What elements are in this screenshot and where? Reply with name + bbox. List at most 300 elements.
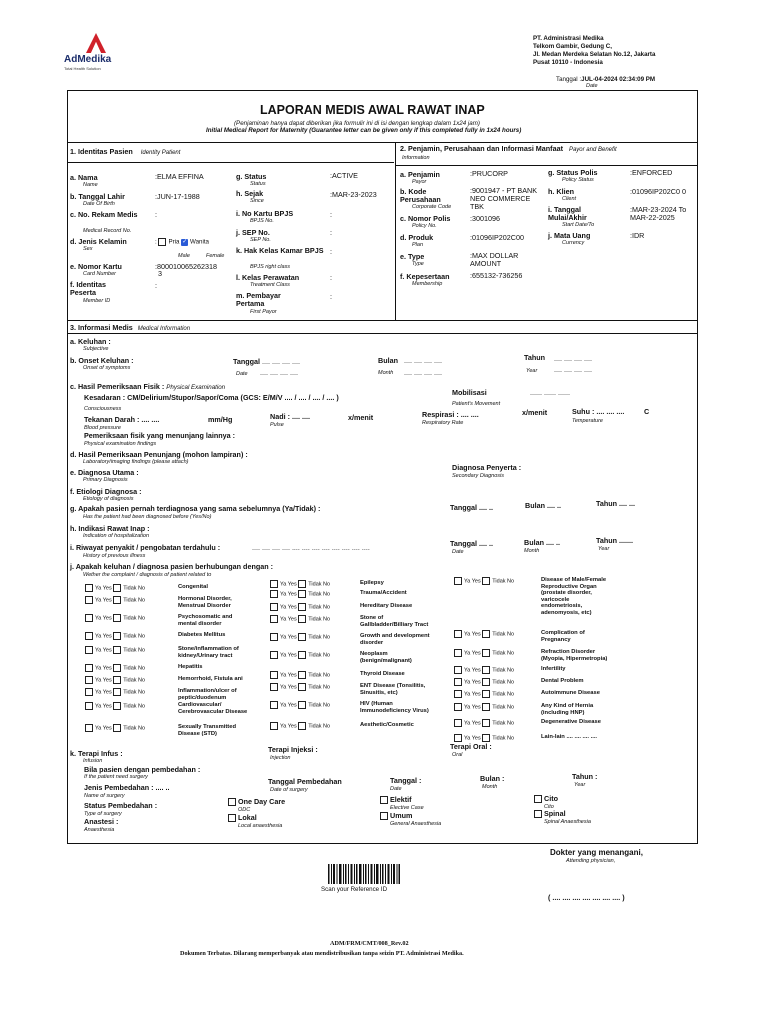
riwayat-date: Date <box>452 549 464 555</box>
barcode-graphic <box>328 864 400 884</box>
checkbox-ya[interactable] <box>454 666 462 674</box>
suhu-unit: C <box>644 407 650 416</box>
indikasi-label: h. Indikasi Rawat Inap : <box>70 524 150 533</box>
pernah-label: g. Apakah pasien pernah terdiagnosa yang sama sebelumnya (Ya/Tidak) : <box>70 504 321 513</box>
ya-label: Ya Yes <box>280 652 297 659</box>
penjamin-label: a. Penjamin <box>400 170 440 179</box>
kartu-label: e. Nomor Kartu <box>70 262 122 271</box>
checkbox-tidak[interactable] <box>482 734 490 742</box>
checkbox-tidak[interactable] <box>113 646 121 654</box>
company-address-1: Telkom Gambir, Gedung C, <box>533 43 612 50</box>
tidak-label: Tidak No <box>492 691 515 698</box>
checkbox-tidak[interactable] <box>482 649 490 657</box>
tekanan-unit: mm/Hg <box>208 415 233 424</box>
umum-sub: General Anaesthesia <box>390 821 442 827</box>
checkbox-wanita-checked[interactable]: ✓ <box>182 238 188 245</box>
condition-answer <box>85 688 145 696</box>
checkbox-ya[interactable] <box>454 719 462 727</box>
condition-answer <box>454 577 514 585</box>
onset-month-dots: .... .... .... .... <box>404 368 442 377</box>
checkbox-tidak[interactable] <box>298 603 306 611</box>
condition-answer <box>270 651 330 659</box>
footer-code: ADM/FRM/CMT/008_Rev.02 <box>330 940 409 947</box>
tidak-label: Tidak No <box>123 725 146 732</box>
penyerta-label: Diagnosa Penyerta : <box>452 463 522 472</box>
condition-label: Stone of Gallbladder/Billiary Tract <box>360 615 429 628</box>
condition-answer <box>454 666 514 674</box>
form-subtitle-2: Initial Medical Report for Maternity (Guarantee letter can be given only if this completed fully in 1x24 hours) <box>206 127 522 134</box>
condition-answer <box>85 676 145 684</box>
nama-label: a. Nama <box>70 173 98 182</box>
condition-label: Thyroid Disease <box>360 671 405 677</box>
condition-answer <box>454 649 514 657</box>
klien-label: h. Klien <box>548 187 574 196</box>
condition-answer <box>85 724 145 732</box>
mata-uang-label: j. Mata Uang <box>548 231 591 240</box>
doctor-sub: Attending physician, <box>566 858 616 864</box>
tidak-label: Tidak No <box>308 604 331 611</box>
report-date: Tanggal :JUL-04-2024 02:34:09 PM <box>556 76 656 83</box>
company-name: PT. Administrasi Medika <box>533 35 604 42</box>
onset-bulan: Bulan <box>378 356 398 365</box>
condition-answer <box>270 671 330 679</box>
ya-label: Ya Yes <box>95 689 112 696</box>
checkbox-ya[interactable] <box>270 701 278 709</box>
condition-label: Cardiovascular/ Cerebrovascular Disease <box>178 702 248 715</box>
bpjs-sub: BPJS No. <box>250 218 274 224</box>
doctor-signature: ( .... .... .... .... .... .... .... ) <box>548 893 625 902</box>
tgl-bedah-label: Tanggal Pembedahan <box>268 777 342 786</box>
condition-answer <box>85 702 145 710</box>
checkbox-ya[interactable] <box>85 614 93 622</box>
bedah-year: Year <box>574 782 586 788</box>
checkbox-tidak[interactable] <box>298 683 306 691</box>
anestesi-label: Anastesi : <box>84 817 119 826</box>
checkbox-cito[interactable] <box>534 795 542 803</box>
tidak-label: Tidak No <box>123 615 146 622</box>
ya-label: Ya Yes <box>280 591 297 598</box>
onset-tanggal: Tanggal .... .... .... .... <box>233 357 300 366</box>
checkbox-tidak[interactable] <box>298 590 306 598</box>
sejak-value: :MAR-23-2023 <box>330 190 377 199</box>
divider <box>395 142 396 320</box>
checkbox-odc[interactable] <box>228 798 236 806</box>
kesadaran-sub: Consciousness <box>84 406 122 412</box>
tidak-label: Tidak No <box>123 585 146 592</box>
tgl-lahir-label: b. Tanggal Lahir <box>70 192 125 201</box>
tidak-label: Tidak No <box>123 633 146 640</box>
condition-label: ENT Disease (Tonsilitis, Sinusitis, etc) <box>360 683 426 696</box>
status-bedah-sub: Type of surgery <box>84 811 122 817</box>
tidak-label: Tidak No <box>123 703 146 710</box>
status-polis-sub: Policy Status <box>562 177 594 183</box>
pernah-tanggal: Tanggal .... .. <box>450 503 493 512</box>
pernah-sub: Has the patient had been diagnosed before (Yes/No) <box>83 514 212 520</box>
checkbox-ya[interactable] <box>270 683 278 691</box>
admedika-logo-icon <box>84 32 108 54</box>
condition-answer <box>270 603 330 611</box>
condition-answer <box>270 615 330 623</box>
checkbox-ya[interactable] <box>454 630 462 638</box>
condition-label: Trauma/Accident <box>360 590 407 596</box>
status-bedah-label: Status Pembedahan : <box>84 801 158 810</box>
company-logo <box>58 32 138 78</box>
section1-title: 1. Identitas Pasien Identity Patient <box>70 147 181 156</box>
mobilisasi-dots: ...... ...... ...... <box>530 388 570 397</box>
tidak-label: Tidak No <box>492 631 515 638</box>
kode-sub: Corporate Code <box>412 204 452 210</box>
jenis-sub: Name of surgery <box>84 793 125 799</box>
checkbox-ya[interactable] <box>85 688 93 696</box>
divider <box>67 320 698 321</box>
polis-sub: Policy No. <box>412 223 437 229</box>
ya-label: Ya Yes <box>95 665 112 672</box>
checkbox-tidak[interactable] <box>482 678 490 686</box>
kelas-label: l. Kelas Perawatan <box>236 273 300 282</box>
checkbox-ya[interactable] <box>270 615 278 623</box>
elektif-sub: Elective Case <box>390 805 424 811</box>
lokal-sub: Local anaesthesia <box>238 823 283 829</box>
type-value: :MAX DOLLAR AMOUNT <box>470 251 519 268</box>
checkbox-tidak[interactable] <box>113 664 121 672</box>
checkbox-ya[interactable] <box>454 577 462 585</box>
diagnosa-label: e. Diagnosa Utama : <box>70 468 139 477</box>
ya-label: Ya Yes <box>95 677 112 684</box>
checkbox-tidak[interactable] <box>113 596 121 604</box>
kelamin-male: Male <box>178 253 190 259</box>
ya-label: Ya Yes <box>95 597 112 604</box>
condition-answer <box>454 719 514 727</box>
etiologi-sub: Etiology of diagnosis <box>83 496 134 502</box>
checkbox-ya[interactable] <box>454 649 462 657</box>
tidak-label: Tidak No <box>123 597 146 604</box>
divider <box>67 162 394 163</box>
indikasi-sub: Indication of hospitalization <box>83 533 150 539</box>
sep-label: j. SEP No. <box>236 228 270 237</box>
bpjs-value: : <box>330 210 332 219</box>
injeksi-sub: Injection <box>270 755 291 761</box>
checkbox-lokal[interactable] <box>228 814 236 822</box>
penyerta-sub: Secondary Diagnosis <box>452 473 504 479</box>
suhu-label: Suhu : .... .... .... <box>572 407 625 416</box>
status-value: :ACTIVE <box>330 171 358 180</box>
checkbox-ya[interactable] <box>85 664 93 672</box>
bedah-month: Month <box>482 784 498 790</box>
tidak-label: Tidak No <box>308 581 331 588</box>
condition-answer <box>270 683 330 691</box>
nadi-sub: Pulse <box>270 422 284 428</box>
kelamin-sub: Sex <box>83 246 93 252</box>
tidak-label: Tidak No <box>492 667 515 674</box>
ya-label: Ya Yes <box>464 650 481 657</box>
condition-answer <box>270 633 330 641</box>
jenis-label: Jenis Pembedahan : .... .. <box>84 783 170 792</box>
status-sub: Status <box>250 181 266 187</box>
elektif-option[interactable]: Elektif <box>380 796 412 804</box>
checkbox-tidak[interactable] <box>298 615 306 623</box>
sejak-label: h. Sejak <box>236 189 264 198</box>
checkbox-tidak[interactable] <box>298 633 306 641</box>
condition-label: Hemorrhoid, Fistula ani <box>178 676 243 682</box>
pembayar-sub: First Payor <box>250 309 277 315</box>
tekanan-sub: Blood pressure <box>84 425 121 431</box>
tgl-lahir-sub: Date Of Birth <box>83 201 115 207</box>
kepesertaan-value: :655132-736256 <box>470 271 523 280</box>
pembedahan-sub: If the patient need surgery <box>84 774 148 780</box>
ya-label: Ya Yes <box>95 703 112 710</box>
tidak-label: Tidak No <box>308 591 331 598</box>
tidak-label: Tidak No <box>492 720 515 727</box>
riwayat-dots: .... .... .... .... .... .... .... .... .... .... .... .... <box>252 543 370 552</box>
klien-value: :01096IP202C0 0 <box>630 187 686 196</box>
company-address-3: Pusat 10110 - Indonesia <box>533 59 603 66</box>
diagnosa-sub: Primary Diagnosis <box>83 477 128 483</box>
bedah-bulan: Bulan : <box>480 774 505 783</box>
checkbox-tidak[interactable] <box>298 722 306 730</box>
form-frame <box>67 90 698 844</box>
kode-label: b. Kode Perusahaan <box>400 187 441 204</box>
condition-label: HIV (Human Immunodeficiency Virus) <box>360 701 429 714</box>
fisik-penunjang-sub: Physical examination findings <box>84 441 157 447</box>
riwayat-tanggal: Tanggal .... .. <box>450 539 493 548</box>
checkbox-ya[interactable] <box>270 671 278 679</box>
kepesertaan-label: f. Kepesertaan <box>400 272 450 281</box>
condition-answer <box>270 722 330 730</box>
odc-option[interactable]: One Day Care <box>228 798 285 806</box>
fisik-penunjang-label: Pemeriksaan fisik yang menunjang lainnya : <box>84 431 235 440</box>
tgl-mulai-label: i. Tanggal Mulai/Akhir <box>548 205 587 222</box>
etiologi-label: f. Etiologi Diagnosa : <box>70 487 142 496</box>
ya-label: Ya Yes <box>280 634 297 641</box>
checkbox-ya[interactable] <box>454 690 462 698</box>
identitas-label: f. Identitas Peserta <box>70 280 106 297</box>
tidak-label: Tidak No <box>123 647 146 654</box>
bedah-date: Date <box>390 786 402 792</box>
tgl-bedah-sub: Date of surgery <box>270 787 308 793</box>
hak-value: : <box>330 247 332 256</box>
condition-answer <box>454 703 514 711</box>
tidak-label: Tidak No <box>123 677 146 684</box>
oral-sub: Oral <box>452 752 463 758</box>
odc-sub: ODC <box>238 807 251 813</box>
condition-label: Epilepsy <box>360 580 384 586</box>
report-date-sub: Date <box>586 83 598 89</box>
checkbox-ya[interactable] <box>270 603 278 611</box>
spinal-sub: Spinal Anaesthesia <box>544 819 591 825</box>
respirasi-unit: x/menit <box>522 408 548 417</box>
checkbox-umum[interactable] <box>380 812 388 820</box>
checkbox-ya[interactable] <box>454 678 462 686</box>
checkbox-ya[interactable] <box>85 632 93 640</box>
ya-label: Ya Yes <box>464 720 481 727</box>
nadi-unit: x/menit <box>348 413 374 422</box>
penjamin-sub: Payor <box>412 179 427 185</box>
condition-label: Degenerative Disease <box>541 719 601 725</box>
checkbox-ya[interactable] <box>454 734 462 742</box>
pernah-bulan: Bulan .... .. <box>525 501 561 510</box>
umum-option[interactable]: Umum <box>380 812 412 820</box>
infus-sub: Infusion <box>83 758 103 764</box>
ya-label: Ya Yes <box>280 581 297 588</box>
anestesi-sub: Anaesthesia <box>84 827 115 833</box>
checkbox-spinal[interactable] <box>534 810 542 818</box>
tidak-label: Tidak No <box>492 735 515 742</box>
tgl-lahir-value: :JUN-17-1988 <box>155 192 200 201</box>
condition-label: Hereditary Disease <box>360 603 413 609</box>
condition-answer <box>85 632 145 640</box>
checkbox-ya[interactable] <box>270 633 278 641</box>
checkbox-ya[interactable] <box>270 651 278 659</box>
onset-tahun: Tahun <box>524 353 546 362</box>
checkbox-ya[interactable] <box>85 676 93 684</box>
berhubungan-label: j. Apakah keluhan / diagnosa pasien berhubungan dengan : <box>70 562 274 571</box>
condition-label: Hormonal Disorder, Menstrual Disorder <box>178 596 232 609</box>
section3-title: 3. Informasi Medis Medical Information <box>70 323 191 332</box>
form-subtitle-1: (Penjaminan hanya dapat diberikan jika formulir ini di isi dengan lengkap dalam 1x24 jam) <box>234 120 480 127</box>
ya-label: Ya Yes <box>95 647 112 654</box>
penunjang-sub: Laboratory/imaging findings (please attach) <box>83 459 189 465</box>
tidak-label: Tidak No <box>308 634 331 641</box>
divider <box>396 165 698 166</box>
form-title: LAPORAN MEDIS AWAL RAWAT INAP <box>260 103 485 117</box>
ya-label: Ya Yes <box>464 578 481 585</box>
checkbox-tidak[interactable] <box>298 701 306 709</box>
respirasi-sub: Respiratory Rate <box>422 420 464 426</box>
penunjang-label: d. Hasil Pemeriksaan Penunjang (mohon lampiran) : <box>70 450 248 459</box>
hak-sub: BPJS right class <box>250 264 291 270</box>
checkbox-pria[interactable] <box>158 238 166 246</box>
condition-label: Autoimmune Disease <box>541 690 600 696</box>
checkbox-tidak[interactable] <box>482 630 490 638</box>
pembayar-value: : <box>330 292 332 301</box>
status-polis-label: g. Status Polis <box>548 168 598 177</box>
checkbox-tidak[interactable] <box>113 584 121 592</box>
cito-option[interactable]: Cito <box>534 795 558 803</box>
checkbox-tidak[interactable] <box>482 719 490 727</box>
kesadaran-label: Kesadaran : CM/Delirium/Stupor/Sapor/Coma (GCS: E/M/V .... / .... / .... / .... ) <box>84 393 339 402</box>
onset-bulan-dots: .... .... .... .... <box>404 356 442 365</box>
tidak-label: Tidak No <box>308 672 331 679</box>
fisik-label: c. Hasil Pemeriksaan Fisik : Physical Examination <box>70 382 226 391</box>
checkbox-tidak[interactable] <box>113 614 121 622</box>
nama-value: :ELMA EFFINA <box>155 172 204 181</box>
checkbox-ya[interactable] <box>85 584 93 592</box>
nama-sub: Name <box>83 182 98 188</box>
checkbox-tidak[interactable] <box>482 690 490 698</box>
checkbox-tidak[interactable] <box>113 688 121 696</box>
checkbox-ya[interactable] <box>270 580 278 588</box>
section2-subtitle: Information <box>402 155 430 161</box>
condition-label: Sexually Transmitted Disease (STD) <box>178 724 236 737</box>
checkbox-tidak[interactable] <box>113 702 121 710</box>
checkbox-ya[interactable] <box>270 722 278 730</box>
checkbox-ya[interactable] <box>85 596 93 604</box>
checkbox-elektif[interactable] <box>380 796 388 804</box>
riwayat-label: i. Riwayat penyakit / pengobatan terdahulu : <box>70 543 221 552</box>
tgl-mulai-value: :MAR-23-2024 To MAR-22-2025 <box>630 205 687 222</box>
tidak-label: Tidak No <box>308 723 331 730</box>
hak-label: k. Hak Kelas Kamar BPJS <box>236 246 324 255</box>
pernah-tahun: Tahun .... ... <box>596 499 635 508</box>
ya-label: Ya Yes <box>95 633 112 640</box>
checkbox-tidak[interactable] <box>482 703 490 711</box>
kelamin-female: Female <box>206 253 225 259</box>
checkbox-ya[interactable] <box>85 646 93 654</box>
condition-label: Congenital <box>178 584 208 590</box>
onset-month: Month <box>378 370 394 376</box>
checkbox-tidak[interactable] <box>298 580 306 588</box>
onset-date: Date <box>236 371 248 377</box>
produk-value: :01096IP202C00 <box>470 233 524 242</box>
type-label: e. Type <box>400 252 425 261</box>
checkbox-tidak[interactable] <box>113 632 121 640</box>
ya-label: Ya Yes <box>464 679 481 686</box>
identitas-sub: Member ID <box>83 298 111 304</box>
onset-year-dots: .... .... .... .... <box>554 365 592 374</box>
tidak-label: Tidak No <box>308 684 331 691</box>
checkbox-tidak[interactable] <box>482 577 490 585</box>
status-polis-value: :ENFORCED <box>630 168 673 177</box>
onset-year: Year <box>526 368 538 374</box>
condition-answer <box>454 690 514 698</box>
oral-label: Terapi Oral : <box>450 742 492 751</box>
footer-note: Dokumen Terbatas. Dilarang memperbanyak atau mendistribusikan tanpa seizin PT. Administrasi Medika. <box>180 950 464 957</box>
condition-answer <box>85 614 145 622</box>
rekam-sub: Medical Record No. <box>83 228 132 234</box>
condition-label: Stone/inflammation of kidney/Urinary tract <box>178 646 239 659</box>
checkbox-tidak[interactable] <box>298 671 306 679</box>
condition-answer <box>454 734 514 742</box>
checkbox-tidak[interactable] <box>298 651 306 659</box>
checkbox-ya[interactable] <box>454 703 462 711</box>
mobilisasi-sub: Patient's Movement <box>452 401 501 407</box>
logo-tagline: Total Health Solution <box>64 66 101 71</box>
lokal-option[interactable]: Lokal <box>228 814 257 822</box>
checkbox-tidak[interactable] <box>482 666 490 674</box>
condition-label: Aesthetic/Cosmetic <box>360 722 414 728</box>
condition-label: Hepatitis <box>178 664 203 670</box>
condition-label: Psychosomatic and mental disorder <box>178 614 233 627</box>
type-sub: Type <box>412 261 424 267</box>
penjamin-value: :PRUCORP <box>470 169 508 178</box>
checkbox-ya[interactable] <box>270 590 278 598</box>
condition-label: Diabetes Mellitus <box>178 632 226 638</box>
onset-label: b. Onset Keluhan : <box>70 356 134 365</box>
tidak-label: Tidak No <box>492 650 515 657</box>
berhubungan-sub: Wether the complaint / diagnosis of patient related to <box>83 572 212 578</box>
checkbox-ya[interactable] <box>85 724 93 732</box>
checkbox-ya[interactable] <box>85 702 93 710</box>
riwayat-sub: History of previous illness <box>83 553 146 559</box>
polis-value: :3001096 <box>470 214 500 223</box>
doctor-label: Dokter yang menangani, <box>550 848 643 857</box>
riwayat-bulan: Bulan .... .. <box>524 538 560 547</box>
spinal-option[interactable]: Spinal <box>534 810 566 818</box>
produk-sub: Plan <box>412 242 424 248</box>
checkbox-tidak[interactable] <box>113 724 121 732</box>
tekanan-label: Tekanan Darah : .... .... <box>84 415 160 424</box>
checkbox-tidak[interactable] <box>113 676 121 684</box>
cito-sub: Cito <box>544 804 554 810</box>
tidak-label: Tidak No <box>123 689 146 696</box>
bedah-tahun: Tahun : <box>572 772 598 781</box>
infus-label: k. Terapi Infus : <box>70 749 123 758</box>
onset-sub: Onset of symptoms <box>83 365 131 371</box>
condition-answer <box>454 630 514 638</box>
polis-label: c. Nomor Polis <box>400 214 451 223</box>
ya-label: Ya Yes <box>464 691 481 698</box>
tidak-label: Tidak No <box>123 665 146 672</box>
